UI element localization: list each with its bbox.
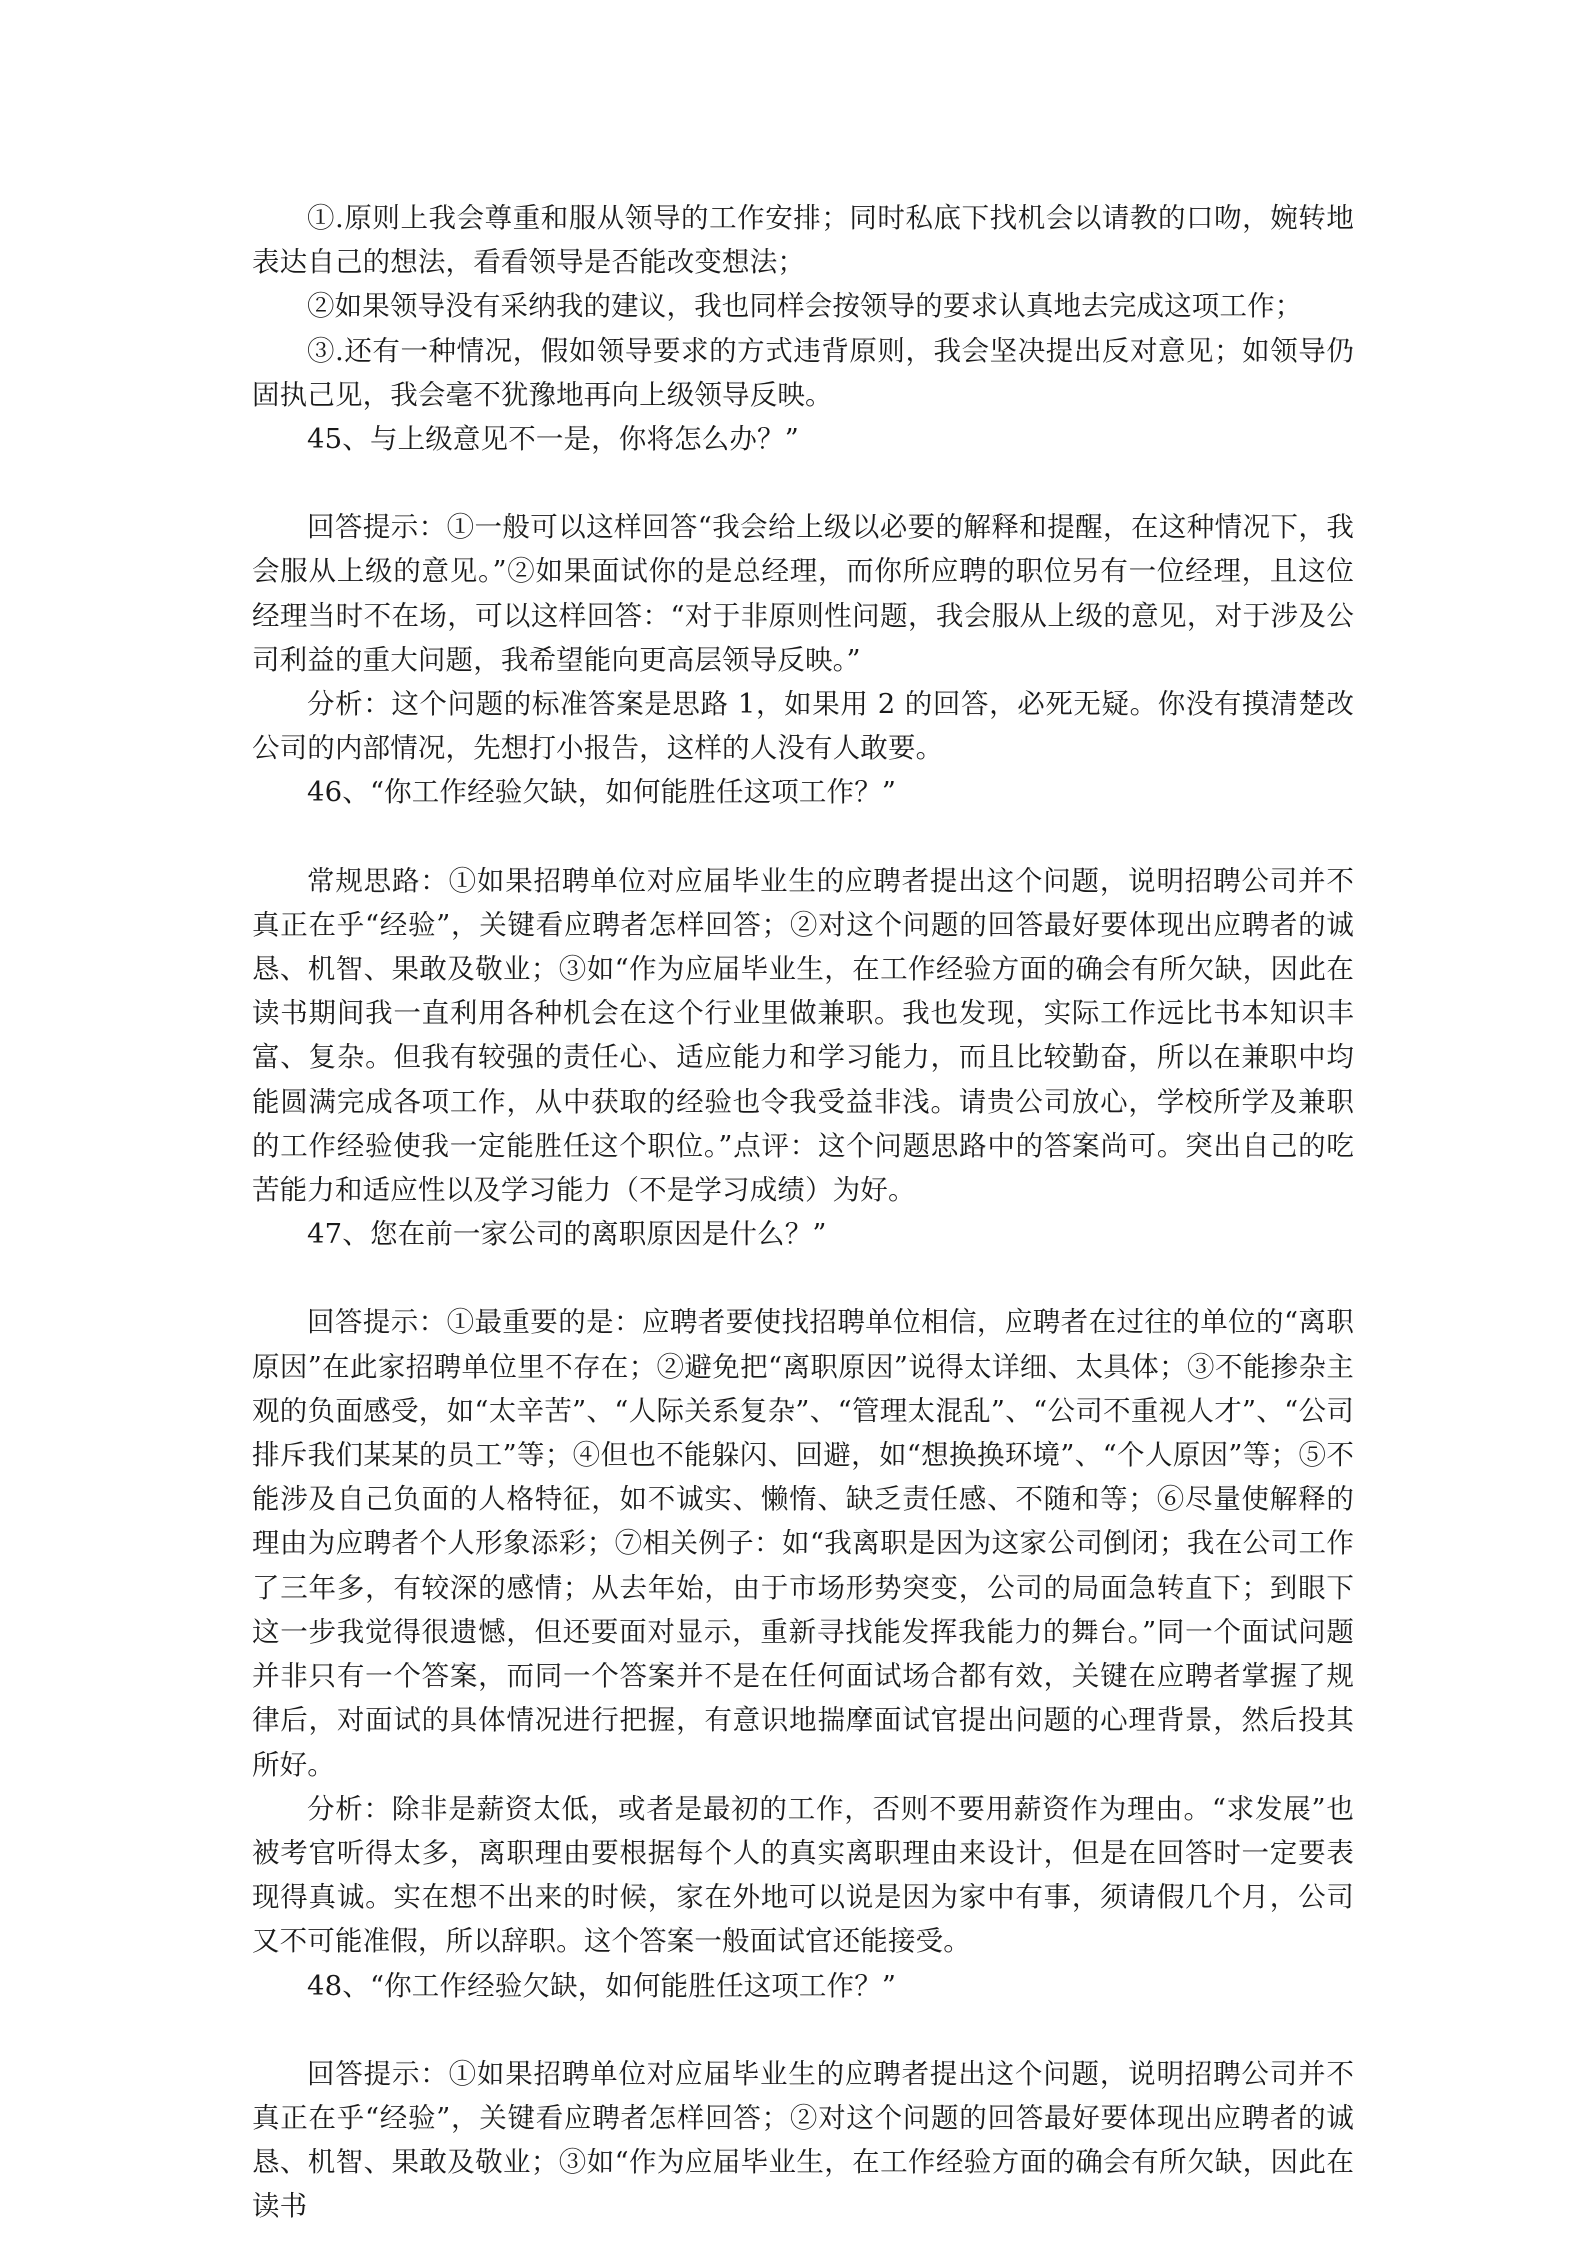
approach-46: 常规思路：①如果招聘单位对应届毕业生的应聘者提出这个问题，说明招聘公司并不真正在乎“经验”，关键看应聘者怎样回答；②对这个问题的回答最好要体现出应聘者的诚恳、机智、果敢及敬业；③如“作为应届毕业生，在工作经验方面的确会有所欠缺，因此在读书期间我一直利用各种机会在这个行业里做兼职。我也发现，实际工作远比书本知识丰富、复杂。但我有较强的责任心、适应能力和学习能力，而且比较勤奋，所以在兼职中均能圆满完成各项工作，从中获取的经验也令我受益非浅。请贵公司放心，学校所学及兼职的工作经验使我一定能胜任这个职位。”点评：这个问题思路中的答案尚可。突出自己的吃苦能力和适应性以及学习能力（不是学习成绩）为好。 (252, 864, 1354, 1207)
document-body (252, 196, 1354, 2229)
question-47: 47、您在前一家公司的离职原因是什么？” (307, 1218, 827, 1251)
analysis-45: 分析：这个问题的标准答案是思路 1，如果用 2 的回答，必死无疑。你没有摸清楚改公司的内部情况，先想打小报告，这样的人没有人敢要。 (252, 688, 1354, 765)
answer-point-1: ①.原则上我会尊重和服从领导的工作安排；同时私底下找机会以请教的口吻，婉转地表达自己的想法，看看领导是否能改变想法； (252, 202, 1354, 279)
question-45: 45、与上级意见不一是，你将怎么办？” (307, 423, 799, 456)
question-48: 48、“你工作经验欠缺，如何能胜任这项工作？” (307, 1969, 897, 2002)
answer-hint-48: 回答提示：①如果招聘单位对应届毕业生的应聘者提出这个问题，说明招聘公司并不真正在乎“经验”，关键看应聘者怎样回答；②对这个问题的回答最好要体现出应聘者的诚恳、机智、果敢及敬业；③如“作为应届毕业生，在工作经验方面的确会有所欠缺，因此在读书 (252, 2057, 1354, 2223)
question-46: 46、“你工作经验欠缺，如何能胜任这项工作？” (307, 776, 897, 809)
analysis-47: 分析：除非是薪资太低，或者是最初的工作，否则不要用薪资作为理由。“求发展”也被考官听得太多，离职理由要根据每个人的真实离职理由来设计，但是在回答时一定要表现得真诚。实在想不出来的时候，家在外地可以说是因为家中有事，须请假几个月，公司又不可能准假，所以辞职。这个答案一般面试官还能接受。 (252, 1792, 1354, 1958)
answer-hint-47: 回答提示：①最重要的是：应聘者要使找招聘单位相信，应聘者在过往的单位的“离职原因”在此家招聘单位里不存在；②避免把“离职原因”说得太详细、太具体；③不能掺杂主观的负面感受，如“太辛苦”、“人际关系复杂”、“管理太混乱”、“公司不重视人才”、“公司排斥我们某某的员工”等；④但也不能躲闪、回避，如“想换换环境”、“个人原因”等；⑤不能涉及自己负面的人格特征，如不诚实、懒惰、缺乏责任感、不随和等；⑥尽量使解释的理由为应聘者个人形象添彩；⑦相关例子：如“我离职是因为这家公司倒闭；我在公司工作了三年多，有较深的感情；从去年始，由于市场形势突变，公司的局面急转直下；到眼下这一步我觉得很遗憾，但还要面对显示，重新寻找能发挥我能力的舞台。”同一个面试问题并非只有一个答案，而同一个答案并不是在任何面试场合都有效，关键在应聘者掌握了规律后，对面试的具体情况进行把握，有意识地揣摩面试官提出问题的心理背景，然后投其所好。 (252, 1306, 1354, 1781)
answer-point-3: ③.还有一种情况，假如领导要求的方式违背原则，我会坚决提出反对意见；如领导仍固执己见，我会毫不犹豫地再向上级领导反映。 (252, 334, 1354, 411)
answer-point-2: ②如果领导没有采纳我的建议，我也同样会按领导的要求认真地去完成这项工作； (307, 290, 1303, 323)
answer-hint-45: 回答提示：①一般可以这样回答“我会给上级以必要的解释和提醒，在这种情况下，我会服从上级的意见。”②如果面试你的是总经理，而你所应聘的职位另有一位经理，且这位经理当时不在场，可以这样回答：“对于非原则性问题，我会服从上级的意见，对于涉及公司利益的重大问题，我希望能向更高层领导反映。” (252, 511, 1354, 676)
